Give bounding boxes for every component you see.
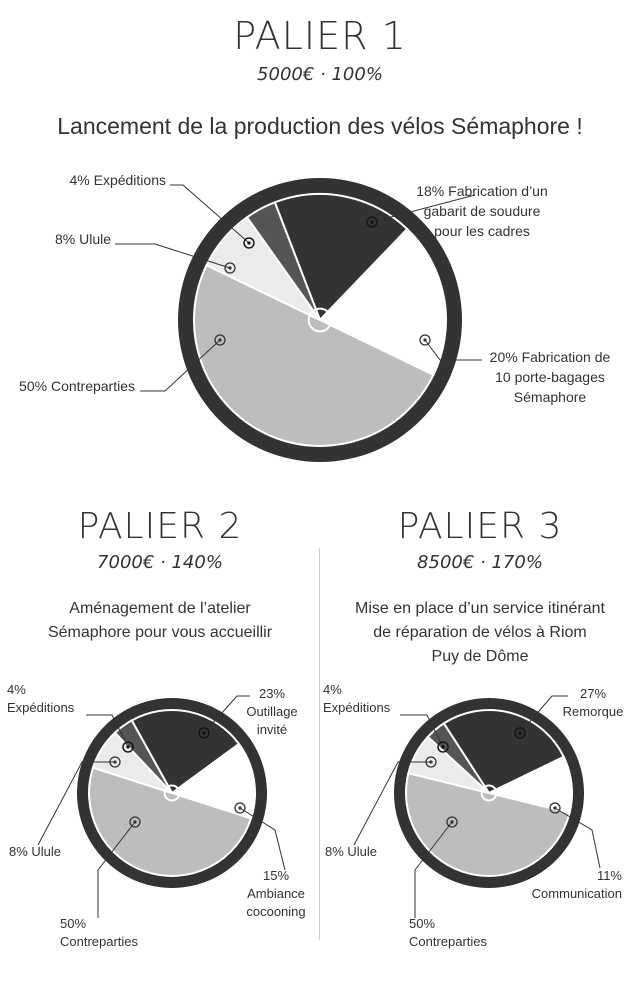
slice-label: [323, 682, 391, 715]
slice-label-line: invité: [256, 722, 288, 737]
slice-label: [246, 868, 305, 919]
slice-label-line: 4%: [7, 682, 26, 697]
slice-label-line: 27%: [579, 686, 607, 701]
slice-marker-dot: [450, 820, 453, 823]
slice-label-line: Sémaphore: [513, 389, 587, 405]
slice-label-line: 50% Contreparties: [19, 378, 135, 394]
slice-marker-dot: [218, 338, 221, 341]
slice-label-line: 11%: [596, 868, 622, 883]
tier3-description-line: Mise en place d’un service itinérant: [355, 600, 605, 617]
tier1-description: Lancement de la production des vélos Sémaphore !: [57, 113, 583, 139]
slice-label-line: 10 porte-bagages: [495, 369, 605, 385]
slice-label-line: 20% Fabrication de: [489, 349, 611, 365]
slice-label-line: 15%: [262, 868, 290, 883]
slice-marker-dot: [247, 241, 250, 244]
slice-marker-dot: [553, 806, 556, 809]
tier2-description-line: Sémaphore pour vous accueillir: [47, 624, 273, 641]
slice-label: [532, 868, 623, 901]
slice-label-line: Remorque: [562, 704, 624, 719]
slice-label-line: Expéditions: [323, 700, 391, 715]
slice-label-line: 4% Expéditions: [69, 172, 166, 188]
tier3-title: PALIER 3: [397, 506, 563, 547]
slice-label: [9, 844, 61, 859]
slice-label-line: Ambiance: [247, 886, 305, 901]
slice-label-line: Communication: [531, 886, 622, 901]
slice-label-line: Contreparties: [409, 934, 488, 949]
slice-label: [19, 378, 135, 394]
slice-label: [55, 231, 111, 247]
slice-marker-dot: [518, 731, 521, 734]
tier2-subtitle: 7000€ · 140%: [97, 552, 223, 573]
slice-label: [7, 682, 75, 715]
tier1-subtitle: 5000€ · 100%: [257, 64, 383, 85]
slice-marker-dot: [423, 338, 426, 341]
slice-label: [69, 172, 166, 188]
tier2-description-line: Aménagement de l’atelier: [69, 600, 251, 617]
slice-label: [60, 916, 139, 949]
slice-marker-dot: [370, 220, 373, 223]
tier1-title: PALIER 1: [233, 14, 407, 58]
slice-marker-dot: [238, 806, 241, 809]
slice-label: [246, 686, 297, 737]
slice-marker-dot: [202, 731, 205, 734]
slice-label-line: 8% Ulule: [9, 844, 62, 859]
tier3-description-line: de réparation de vélos à Riom: [373, 624, 587, 641]
slice-label-line: 4%: [323, 682, 342, 697]
tier2-title: PALIER 2: [77, 506, 243, 547]
slice-marker-dot: [441, 745, 444, 748]
slice-marker-dot: [113, 760, 116, 763]
slice-label-line: 8% Ulule: [54, 231, 111, 247]
slice-label-line: 50%: [409, 916, 436, 931]
slice-label: [563, 686, 624, 719]
slice-label-line: Outillage: [246, 704, 298, 719]
slice-label: [325, 844, 377, 859]
slice-label: [490, 349, 611, 405]
slice-label-line: pour les cadres: [434, 223, 530, 239]
slice-label: [409, 916, 488, 949]
slice-label-line: 23%: [258, 686, 286, 701]
slice-label: [416, 183, 548, 239]
slice-label-line: 50%: [60, 916, 87, 931]
slice-label-line: cocooning: [246, 904, 306, 919]
slice-label-line: Contreparties: [60, 934, 139, 949]
slice-label-line: 18% Fabrication d’un: [416, 183, 548, 199]
tier3-description-line: Puy de Dôme: [431, 648, 529, 665]
slice-marker-dot: [126, 745, 129, 748]
slice-label-line: gabarit de soudure: [423, 203, 541, 219]
slice-marker-dot: [228, 266, 231, 269]
slice-marker-dot: [133, 820, 136, 823]
slice-label-line: 8% Ulule: [325, 844, 378, 859]
tier3-subtitle: 8500€ · 170%: [417, 552, 543, 573]
slice-marker-dot: [429, 760, 432, 763]
slice-label-line: Expéditions: [7, 700, 75, 715]
